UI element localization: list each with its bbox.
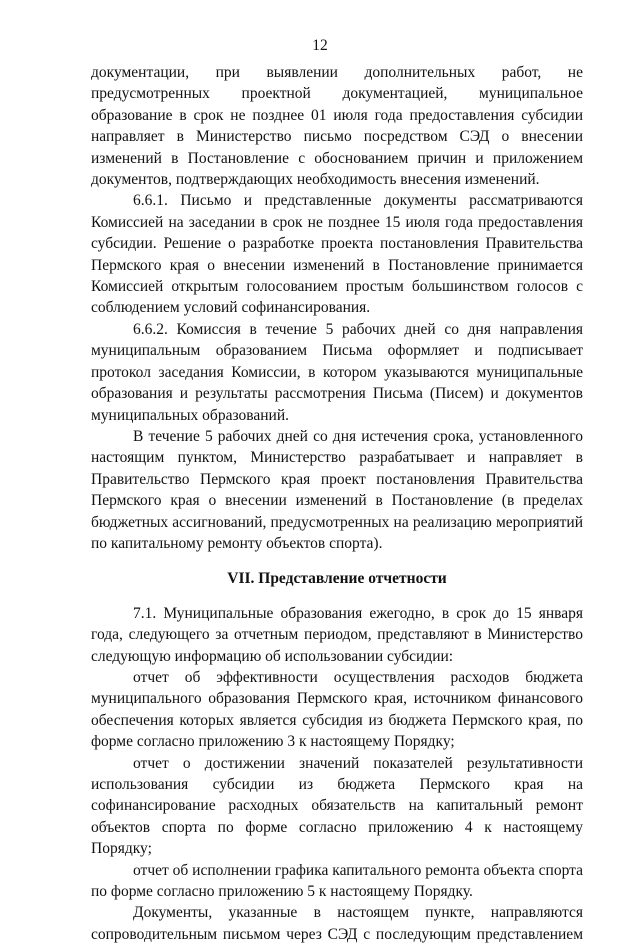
paragraph-continuation: документации, при выявлении дополнительных работ, не предусмотренных проектной документацией, муниципальное образование в срок не позднее 01 июля года предоставления субсидии направляет в Министерство письмо посредством СЭД о внесении изменений в Постановление с обоснованием причин и приложением документов, подтверждающих необходимость внесения изменений. — [91, 64, 583, 189]
document-body — [91, 62, 583, 945]
paragraph-deadline-ministry: В течение 5 рабочих дней со дня истечения срока, установленного настоящим пунктом, Министерство разрабатывает и направляет в Правительство Пермского края проект постановления Правительства Пермского края о внесении изменений в Постановление (в пределах бюджетных ассигнований, предусмотренных на реализацию мероприятий по капитальному ремонту объектов спорта). — [91, 427, 583, 552]
paragraph-report-schedule: отчет об исполнении графика капитального ремонта объекта спорта по форме согласно приложению 5 к настоящему Порядку. — [91, 861, 583, 901]
paragraph-7-1: 7.1. Муниципальные образования ежегодно, в срок до 15 января года, следующего за отчетным периодом, представляют в Министерство следующую информацию об использовании субсидии: — [91, 604, 583, 665]
paragraph-6-6-2: 6.6.2. Комиссия в течение 5 рабочих дней со дня направления муниципальным образованием Письма оформляет и подписывает протокол заседания Комиссии, в котором указываются муниципальные образования и результаты рассмотрения Письма (Писем) и документов муниципальных образований. — [91, 320, 583, 424]
section-heading-reporting: VII. Представление отчетности — [227, 570, 447, 588]
paragraph-report-efficiency: отчет об эффективности осуществления расходов бюджета муниципального образования Пермского края, источником финансового обеспечения которых является субсидия из бюджета Пермского края, по форме согласно приложению 3 к настоящему Порядку; — [91, 668, 583, 751]
paragraph-report-indicators: отчет о достижении значений показателей результативности использования субсидии из бюджета Пермского края на софинансирование расходных обязательств на капитальный ремонт объектов спорта по форме согласно приложению 4 к настоящему Порядку; — [91, 754, 583, 858]
paragraph-6-6-1: 6.6.1. Письмо и представленные документы рассматриваются Комиссией на заседании в срок не позднее 15 июля года предоставления субсидии. Решение о разработке проекта постановления Правительства Пермского края о внесении изменений в Постановление принимается Комиссией открытым голосованием простым большинством голосов с соблюдением условий софинансирования. — [91, 192, 583, 317]
paragraph-documents-submission: Документы, указанные в настоящем пункте, направляются сопроводительным письмом через СЭД с последующим представлением — [91, 904, 583, 943]
page-number: 12 — [312, 37, 328, 54]
